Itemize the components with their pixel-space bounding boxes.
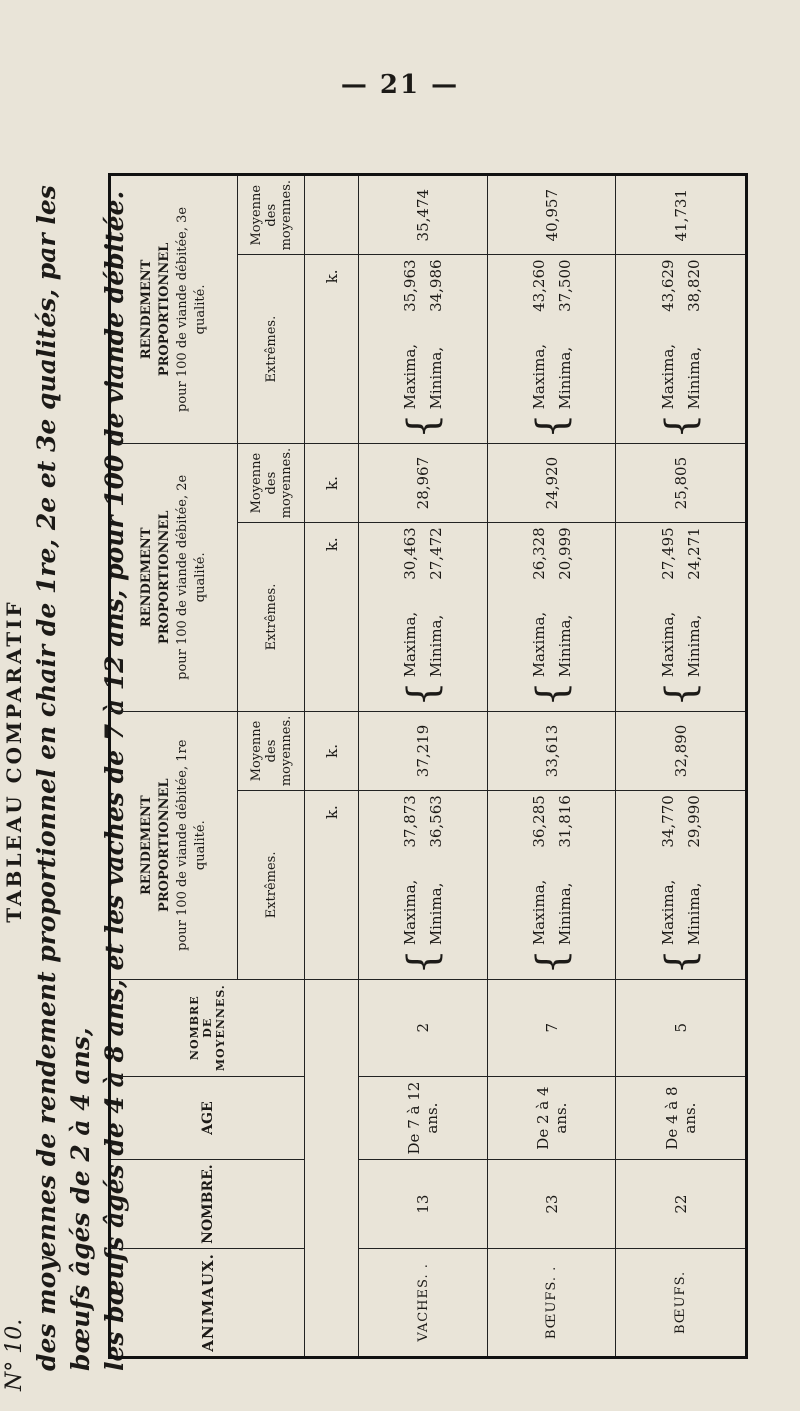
max-label: Maxima,: [529, 343, 548, 410]
q2-min: 27,472: [427, 527, 446, 580]
q2-max: 27,495: [658, 527, 677, 580]
age-value: De 7 à 12 ans.: [359, 1076, 487, 1159]
q2-min: 20,999: [555, 527, 574, 580]
q3-min: 38,820: [684, 259, 703, 312]
max-label: Maxima,: [658, 879, 677, 946]
table-row: BŒUFS. . 23 De 2 à 4 ans. 7 { Maxima, 36,285 Minima, 31,816 33,613 { Maxima, 26,328 Minima, 20,999 24,920 { Maxima, 43,260 Minima, 37,500 40,957: [487, 175, 615, 1358]
min-label: Minima,: [684, 614, 703, 678]
header-moyenne-q2: Moyenne des moyennes.: [238, 443, 305, 522]
unit-label: k.: [305, 443, 359, 522]
header-rendement-q2: [110, 443, 238, 711]
unit-label: k.: [322, 805, 341, 820]
min-label: Minima,: [555, 614, 574, 678]
q3-max: 43,629: [658, 259, 677, 312]
table-row: BŒUFS. 22 De 4 à 8 ans. 5 { Maxima, 34,770 Minima, 29,990 32,890 { Maxima, 27,495 Minima, 24,271 25,805 { Maxima, 43,629 Minima, 38,820 41,731: [616, 175, 747, 1358]
min-label: Minima,: [684, 882, 703, 946]
nombre-value: 22: [616, 1160, 747, 1249]
nb-moyennes-value: 5: [616, 979, 747, 1076]
comparison-table: [108, 173, 748, 1359]
q1-max: 37,873: [401, 795, 420, 848]
q2-moyenne: 28,967: [359, 443, 487, 522]
q1-moyenne: 37,219: [359, 711, 487, 790]
q3-max: 35,963: [401, 259, 420, 312]
q2-min: 24,271: [684, 527, 703, 580]
header-animaux: ANIMAUX.: [110, 1248, 305, 1357]
age-value: De 4 à 8 ans.: [616, 1076, 747, 1159]
rotated-table-area: [0, 111, 790, 1411]
unit-row: [305, 175, 359, 1358]
header-moyenne-q3: Moyenne des moyennes.: [238, 175, 305, 255]
header-q3-sub: pour 100 de viande débitée, 3e qualité.: [175, 206, 208, 412]
nb-moyennes-value: 7: [487, 979, 615, 1076]
min-label: Minima,: [427, 614, 446, 678]
header-rendement-label: RENDEMENT: [139, 527, 154, 628]
q3-min: 37,500: [555, 259, 574, 312]
table-row: VACHES. . 13 De 7 à 12 ans. 2 { Maxima, 37,873 Minima, 36,563 37,219 { Maxima, 30,463 Minima, 27,472 28,967 { Maxima, 35,963 Minima, 34,986 35,474: [359, 175, 487, 1358]
header-rendement-q3: [110, 175, 238, 444]
max-label: Maxima,: [401, 343, 420, 410]
header-q2-sub: pour 100 de viande débitée, 2e qualité.: [175, 474, 208, 680]
header-nombre-de-moyennes: NOMBRE DE MOYENNES.: [110, 979, 305, 1076]
q1-min: 31,816: [555, 795, 574, 848]
animal-label: VACHES. .: [359, 1248, 487, 1357]
unit-label: k.: [305, 711, 359, 790]
max-label: Maxima,: [401, 611, 420, 678]
min-label: Minima,: [427, 882, 446, 946]
header-rendement-label: RENDEMENT: [139, 795, 154, 896]
q3-min: 34,986: [427, 259, 446, 312]
nombre-value: 23: [487, 1160, 615, 1249]
min-label: Minima,: [684, 346, 703, 410]
nb-moyennes-value: 2: [359, 979, 487, 1076]
header-extremes-q1: Extrêmes.: [238, 791, 305, 979]
q2-max: 30,463: [401, 527, 420, 580]
max-label: Maxima,: [401, 879, 420, 946]
table-number: N° 10.: [2, 1318, 27, 1391]
nombre-value: 13: [359, 1160, 487, 1249]
q2-moyenne: 25,805: [616, 443, 747, 522]
q1-max: 36,285: [529, 795, 548, 848]
max-label: Maxima,: [529, 611, 548, 678]
min-label: Minima,: [555, 346, 574, 410]
header-rendement-q1: [110, 711, 238, 979]
q1-min: 36,563: [427, 795, 446, 848]
header-proportionnel-label: PROPORTIONNEL: [157, 778, 172, 912]
q2-max: 26,328: [529, 527, 548, 580]
max-label: Maxima,: [529, 879, 548, 946]
header-age: AGE: [110, 1076, 305, 1159]
header-q1-sub: pour 100 de viande débitée, 1re qualité.: [175, 739, 208, 951]
q2-moyenne: 24,920: [487, 443, 615, 522]
header-nombre: NOMBRE.: [110, 1160, 305, 1249]
min-label: Minima,: [427, 346, 446, 410]
page-number: — 21 —: [340, 70, 460, 100]
q3-moyenne: 41,731: [616, 175, 747, 255]
header-proportionnel-label: PROPORTIONNEL: [157, 242, 172, 377]
q1-min: 29,990: [684, 795, 703, 848]
table-title: TABLEAU COMPARATIF: [2, 599, 26, 923]
q1-moyenne: 32,890: [616, 711, 747, 790]
unit-label: k.: [322, 537, 341, 552]
min-label: Minima,: [555, 882, 574, 946]
max-label: Maxima,: [658, 343, 677, 410]
max-label: Maxima,: [658, 611, 677, 678]
header-extremes-q2: Extrêmes.: [238, 523, 305, 711]
q3-moyenne: 40,957: [487, 175, 615, 255]
caption-line-2: les bœufs âgés de 4 à 8 ans, et les vaches de 7 à 12 ans, pour 100 de viande débitée.: [100, 190, 129, 1371]
caption-line-1: des moyennes de rendement proportionnel en chair de 1re, 2e et 3e qualités, par les bœufs âgés de 2 à 4 ans,: [32, 185, 95, 1371]
unit-label: k.: [322, 269, 341, 284]
q3-moyenne: 35,474: [359, 175, 487, 255]
age-value: De 2 à 4 ans.: [487, 1076, 615, 1159]
q1-max: 34,770: [658, 795, 677, 848]
animal-label: BŒUFS. .: [487, 1248, 615, 1357]
header-moyenne-q1: Moyenne des moyennes.: [238, 711, 305, 790]
q1-moyenne: 33,613: [487, 711, 615, 790]
q3-max: 43,260: [529, 259, 548, 312]
header-rendement-label: RENDEMENT: [139, 259, 154, 360]
animal-label: BŒUFS.: [616, 1248, 747, 1357]
header-proportionnel-label: PROPORTIONNEL: [157, 510, 172, 645]
header-extremes-q3: Extrêmes.: [238, 255, 305, 443]
